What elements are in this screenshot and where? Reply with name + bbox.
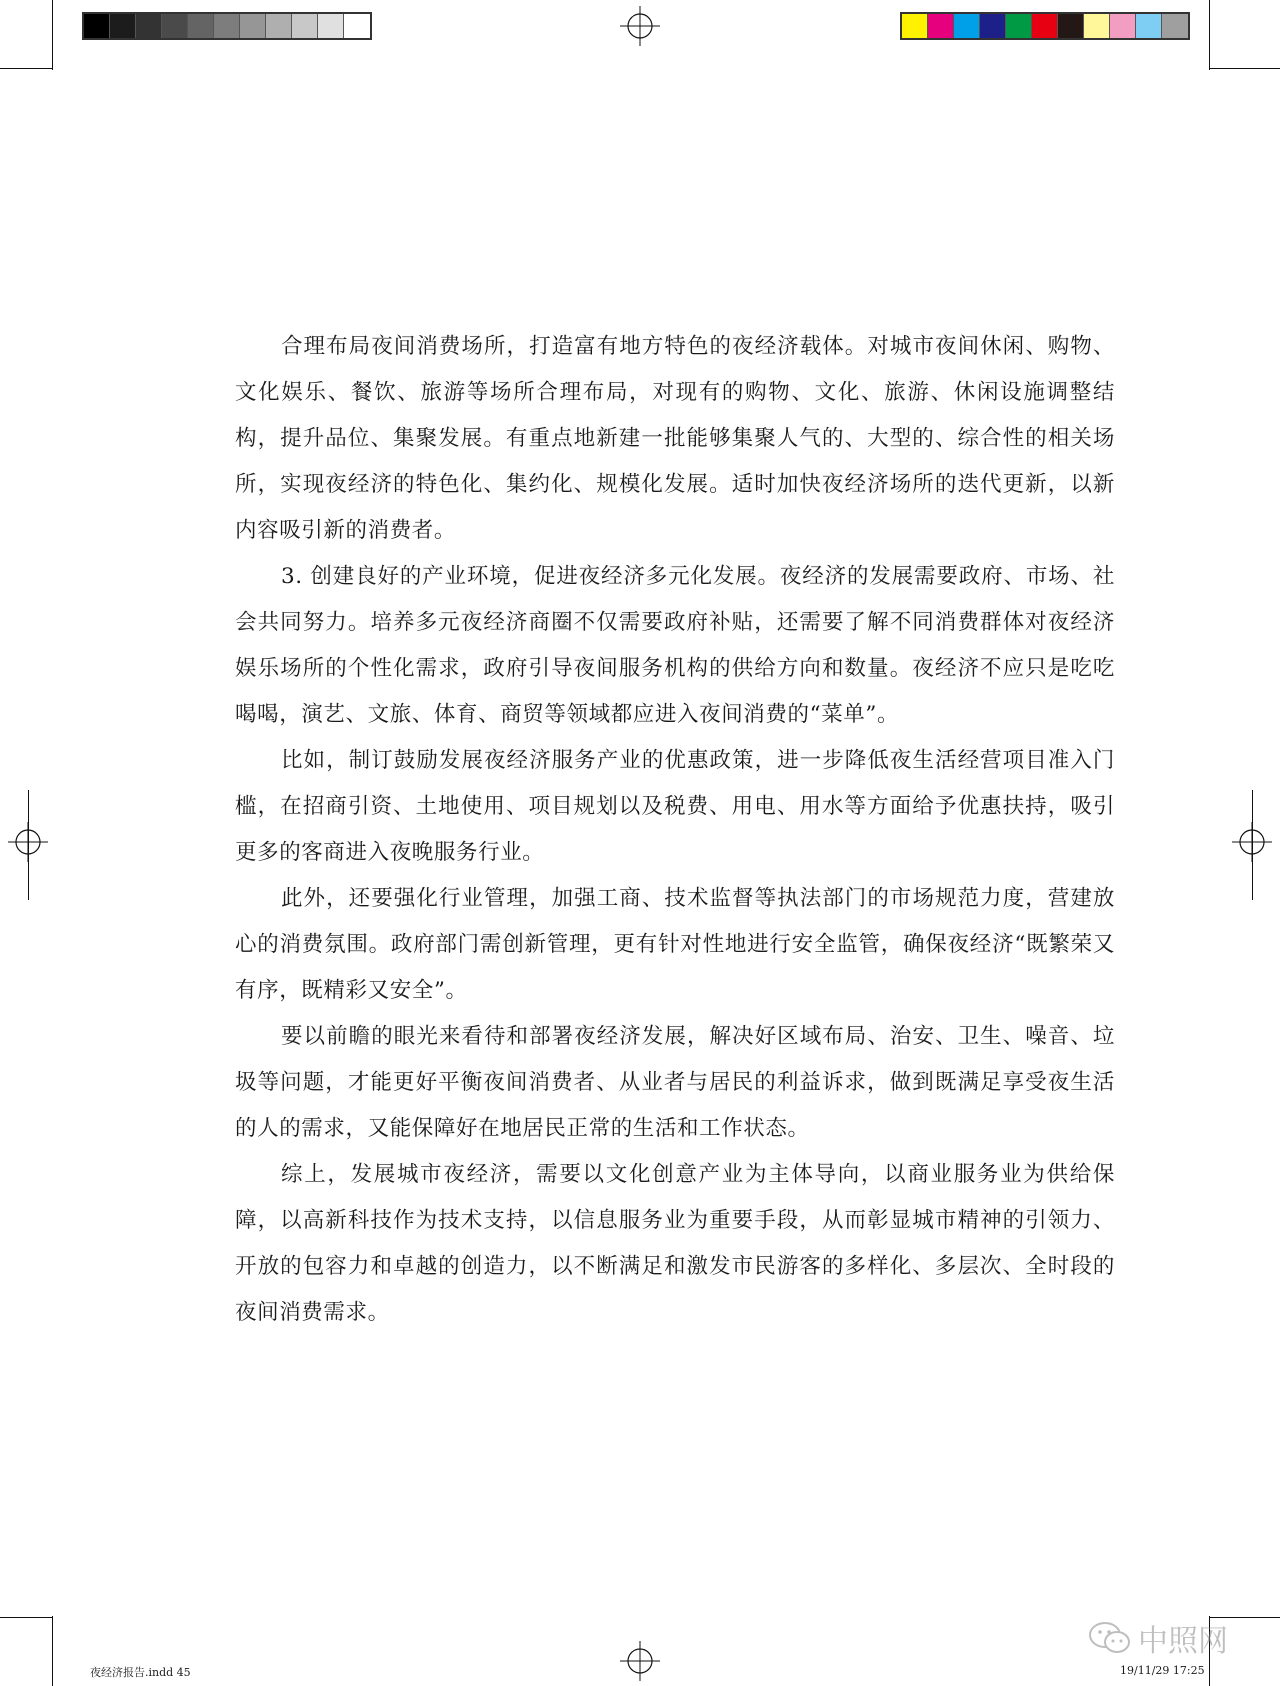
registration-mark-top [620,6,660,46]
color-swatch [214,14,240,38]
color-swatch [240,14,266,38]
color-swatch [344,14,370,38]
crop-mark [28,790,29,900]
color-swatch [292,14,318,38]
paragraph: 3. 创建良好的产业环境，促进夜经济多元化发展。夜经济的发展需要政府、市场、社会共同努力。培养多元夜经济商圈不仅需要政府补贴，还需要了解不同消费群体对夜经济娱乐场所的个性化需求，政府引导夜间服务机构的供给方向和数量。夜经济不应只是吃吃喝喝，演艺、文旅、体育、商贸等领域都应进入夜间消费的“菜单”。 [235,564,1115,727]
color-swatch [1162,14,1188,38]
color-swatch [902,14,928,38]
color-swatch [980,14,1006,38]
color-swatch [1058,14,1084,38]
crop-mark [52,0,53,70]
crop-mark [1209,0,1210,70]
paragraph: 要以前瞻的眼光来看待和部署夜经济发展，解决好区域布局、治安、卫生、噪音、垃圾等问题，才能更好平衡夜间消费者、从业者与居民的利益诉求，做到既满足享受夜生活的人的需求，又能保障好在地居民正常的生活和工作状态。 [235,1024,1115,1141]
paragraph: 综上，发展城市夜经济，需要以文化创意产业为主体导向，以商业服务业为供给保障，以高新科技作为技术支持，以信息服务业为重要手段，从而彰显城市精神的引领力、开放的包容力和卓越的创造力，以不断满足和激发市民游客的多样化、多层次、全时段的夜间消费需求。 [235,1162,1115,1325]
color-swatch [110,14,136,38]
watermark [1088,1616,1228,1660]
color-swatch [1136,14,1162,38]
color-swatch [1006,14,1032,38]
color-swatch [84,14,110,38]
color-swatch [1032,14,1058,38]
color-swatch [1110,14,1136,38]
paragraph: 合理布局夜间消费场所，打造富有地方特色的夜经济载体。对城市夜间休闲、购物、文化娱乐、餐饮、旅游等场所合理布局，对现有的购物、文化、旅游、休闲设施调整结构，提升品位、集聚发展。有重点地新建一批能够集聚人气的、大型的、综合性的相关场所，实现夜经济的特色化、集约化、规模化发展。适时加快夜经济场所的迭代更新，以新内容吸引新的消费者。 [235,334,1115,543]
color-swatch [188,14,214,38]
crop-mark [1209,68,1280,69]
crop-mark [52,1616,53,1686]
slug-timestamp: 19/11/29 17:25 [1120,1664,1205,1677]
color-swatch [136,14,162,38]
color-swatch [1084,14,1110,38]
color-swatch [266,14,292,38]
crop-mark [1252,790,1253,900]
color-bar [900,12,1190,40]
paragraph: 比如，制订鼓励发展夜经济服务产业的优惠政策，进一步降低夜生活经营项目准入门槛，在招商引资、土地使用、项目规划以及税费、用电、用水等方面给予优惠扶持，吸引更多的客商进入夜晚服务行业。 [235,748,1115,865]
color-swatch [954,14,980,38]
color-swatch [318,14,344,38]
color-swatch [928,14,954,38]
registration-mark-bottom [620,1641,660,1681]
watermark-text: 中照网 [1138,1624,1228,1659]
paragraph: 此外，还要强化行业管理，加强工商、技术监督等执法部门的市场规范力度，营建放心的消费氛围。政府部门需创新管理，更有针对性地进行安全监管，确保夜经济“既繁荣又有序，既精彩又安全”。 [235,886,1115,1003]
color-swatch [162,14,188,38]
grayscale-bar [82,12,372,40]
crop-mark [0,1617,52,1618]
crop-mark [0,68,52,69]
page-body [235,324,1115,1336]
wechat-icon [1088,1620,1132,1656]
slug-filename: 夜经济报告.indd 45 [90,1666,191,1679]
